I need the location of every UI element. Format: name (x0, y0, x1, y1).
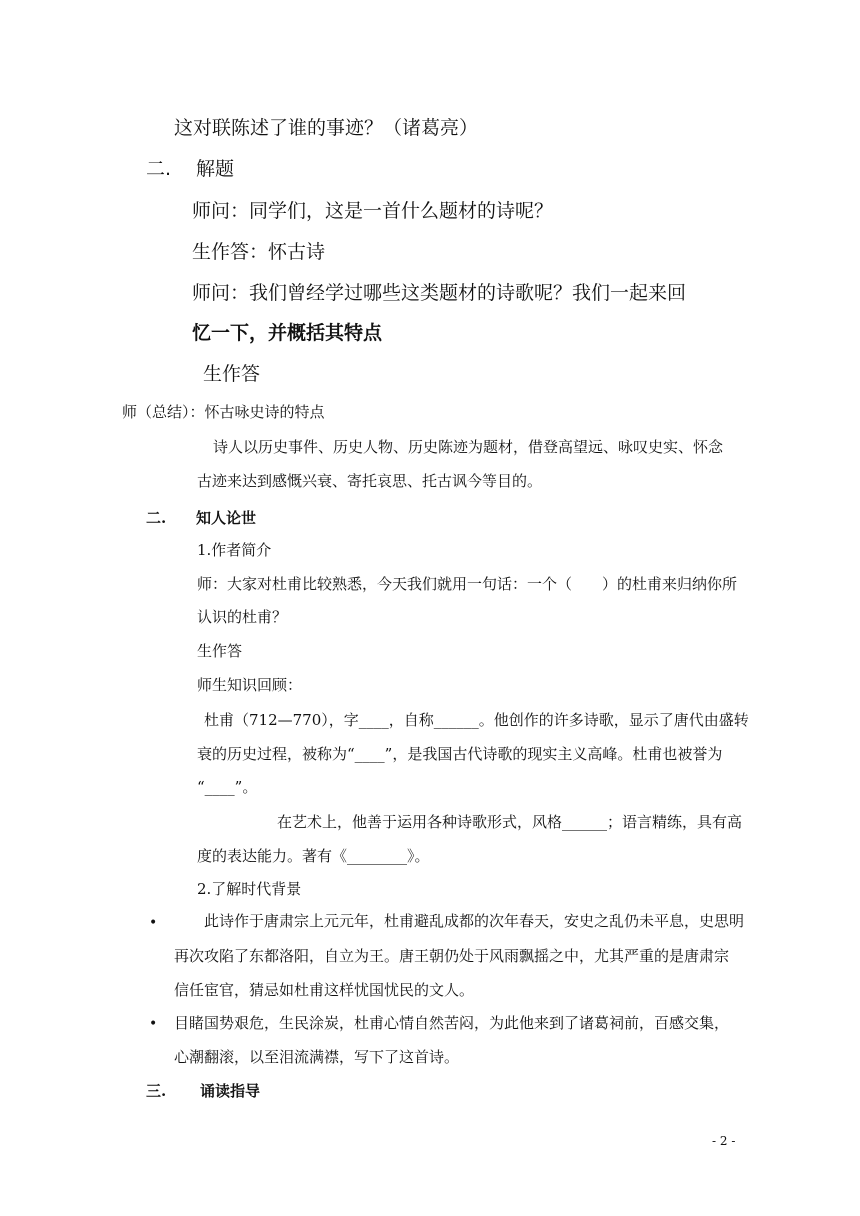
page-number: - 2 - (712, 1134, 736, 1148)
dialogue-line: 生作答 (203, 363, 261, 385)
fill-blank-line: 在艺术上，他善于运用各种诗歌形式，风格______；语言精练，具有高 (277, 813, 743, 831)
body-paragraph-line: 认识的杜甫？ (197, 608, 288, 626)
question-line: 这对联陈述了谁的事迹？（诸葛亮） (174, 117, 479, 139)
subsection-title: 2.了解时代背景 (197, 880, 302, 898)
body-paragraph-line: 此诗作于唐肃宗上元元年，杜甫避乱成都的次年春天，安史之乱仍未平息，史思明 (204, 912, 745, 930)
section-number-2a: 二. (146, 158, 172, 180)
fill-blank-line: “____”。 (197, 778, 258, 796)
section-title-zhiren: 知人论世 (196, 509, 257, 527)
body-paragraph-line: 目睹国势艰危，生民涂炭，杜甫心情自然苦闷，为此他来到了诸葛祠前，百感交集， (174, 1014, 730, 1032)
dialogue-line: 忆一下，并概括其特点 (192, 322, 383, 344)
dialogue-line: 师问：同学们，这是一首什么题材的诗呢？ (192, 200, 554, 222)
fill-blank-line: 杜甫（712—770），字____，自称______。他创作的许多诗歌，显示了唐代由盛转 (204, 711, 749, 729)
summary-heading: 师（总结）：怀古咏史诗的特点 (122, 403, 325, 421)
body-paragraph-line: 古迹来达到感慨兴衰、寄托哀思、托古讽今等目的。 (197, 472, 543, 490)
fill-blank-line: 度的表达能力。著有《________》。 (197, 847, 430, 865)
section-number-2b: 二. (146, 509, 167, 527)
body-paragraph-line: 心潮翻滚，以至泪流满襟，写下了这首诗。 (174, 1048, 460, 1066)
section-title-jieti: 解题 (196, 158, 235, 180)
bullet-marker: • (149, 915, 158, 931)
dialogue-line: 师问：我们曾经学过哪些这类题材的诗歌呢？我们一起来回 (192, 282, 687, 304)
subsection-title: 1.作者简介 (197, 541, 272, 559)
body-paragraph-line: 诗人以历史事件、历史人物、历史陈迹为题材，借登高望远、咏叹史实、怀念 (213, 438, 724, 456)
bullet-marker: • (149, 1016, 158, 1032)
body-paragraph-line: 生作答 (197, 642, 243, 660)
section-number-3: 三. (146, 1082, 167, 1100)
body-paragraph-line: 师：大家对杜甫比较熟悉，今天我们就用一句话：一个（ ）的杜甫来归纳你所 (197, 575, 738, 593)
body-paragraph-line: 信任宦官，猜忌如杜甫这样忧国忧民的文人。 (174, 981, 475, 999)
section-title-songdu: 诵读指导 (200, 1082, 261, 1100)
body-paragraph-line: 师生知识回顾： (197, 676, 303, 694)
fill-blank-line: 衰的历史过程，被称为“____”，是我国古代诗歌的现实主义高峰。杜甫也被誉为 (197, 745, 723, 763)
dialogue-line: 生作答：怀古诗 (192, 241, 326, 263)
body-paragraph-line: 再次攻陷了东都洛阳，自立为王。唐王朝仍处于风雨飘摇之中，尤其严重的是唐肃宗 (174, 947, 730, 965)
